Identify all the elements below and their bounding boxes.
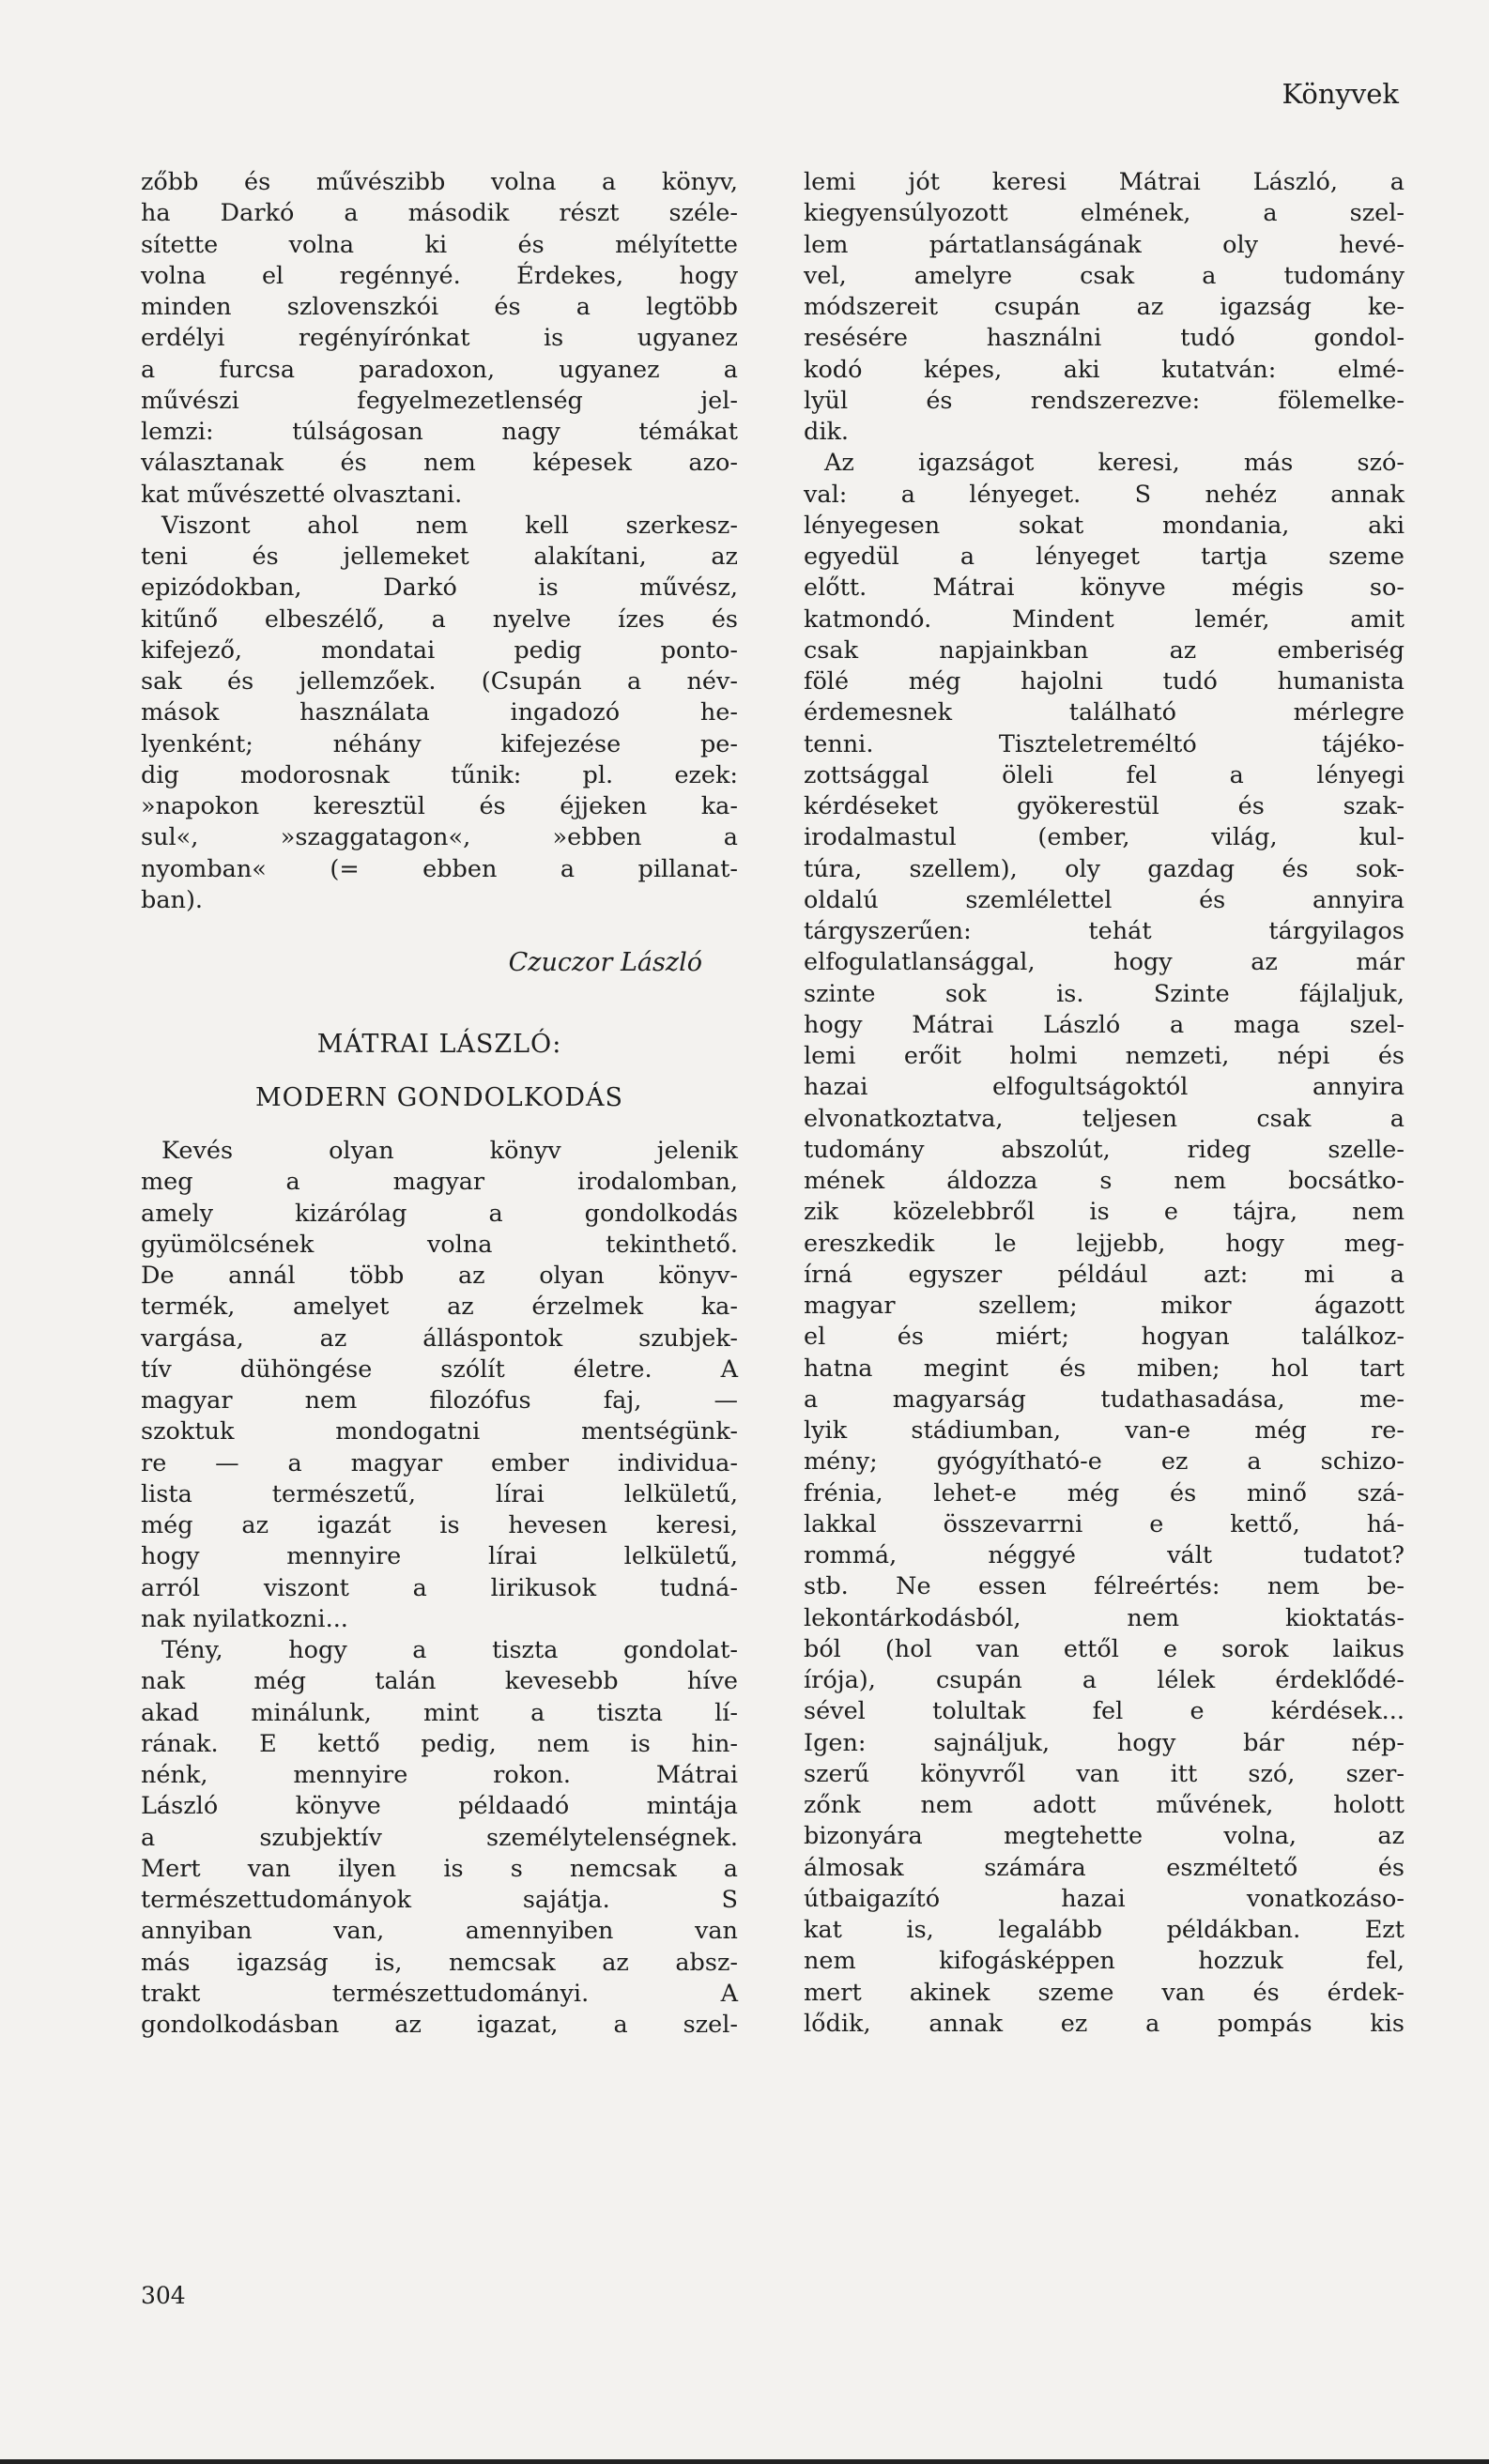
page-edge <box>0 2459 1489 2464</box>
text-line: választanak és nem képesek azo- <box>141 449 738 478</box>
text-line: Tény, hogy a tiszta gondolat- <box>161 1636 738 1664</box>
text-line: sítette volna ki és mélyítette <box>141 230 738 259</box>
text-line: kat művészetté olvasztani. <box>141 480 463 509</box>
text-line: álmosak számára eszméltető és <box>804 1853 1405 1882</box>
paragraph <box>141 511 738 916</box>
page-number: 304 <box>141 2282 186 2309</box>
text-line: arról viszont a lirikusok tudná- <box>141 1573 738 1602</box>
text-line: ban). <box>141 885 204 914</box>
text-line: zik közelebbről is e tájra, nem <box>804 1198 1405 1227</box>
text-line: ha Darkó a második részt széle- <box>141 199 738 228</box>
text-line: el és miért; hogyan találkoz- <box>804 1323 1405 1352</box>
text-line: csak napjainkban az emberiség <box>804 635 1405 665</box>
text-line: tudomány abszolút, rideg szelle- <box>804 1135 1405 1164</box>
text-line: módszereit csupán az igazság ke- <box>804 293 1405 321</box>
text-line: sak és jellemzőek. (Csupán a név- <box>141 667 738 696</box>
text-line: re — a magyar ember individua- <box>141 1448 738 1477</box>
text-line: nyomban« (= ebben a pillanat- <box>141 854 738 883</box>
text-line: minden szlovenszkói és a legtöbb <box>141 293 738 321</box>
text-line: bizonyára megtehette volna, az <box>804 1822 1405 1851</box>
text-line: kérdéseket gyökerestül és szak- <box>804 792 1405 820</box>
text-line: teni és jellemeket alakítani, az <box>141 543 738 571</box>
text-line: lemzi: túlságosan nagy témákat <box>141 418 738 446</box>
text-line: lakkal összevarrni e kettő, há- <box>804 1509 1405 1538</box>
text-line: nak még talán kevesebb híve <box>141 1667 738 1696</box>
text-line: írója), csupán a lélek érdeklődé- <box>804 1666 1405 1694</box>
text-line: lődik, annak ez a pompás kis <box>804 2009 1405 2038</box>
paragraph <box>804 448 1405 2040</box>
text-line: lemi erőit holmi nemzeti, népi és <box>804 1042 1405 1070</box>
text-line: a magyarság tudathasadása, me- <box>804 1385 1405 1414</box>
text-line: fölé még hajolni tudó humanista <box>804 667 1405 696</box>
text-line: amely kizárólag a gondolkodás <box>141 1199 738 1228</box>
text-line: lyik stádiumban, van-e még re- <box>804 1416 1405 1445</box>
text-line: Viszont ahol nem kell szerkesz- <box>161 511 738 540</box>
text-line: frénia, lehet-e még és minő szá- <box>804 1478 1405 1507</box>
text-line: lekontárkodásból, nem kioktatás- <box>804 1603 1405 1632</box>
text-line: annyiban van, amennyiben van <box>141 1917 738 1946</box>
text-line: De annál több az olyan könyv- <box>141 1262 738 1290</box>
text-line: szoktuk mondogatni mentségünk- <box>141 1417 738 1446</box>
review-darko-ending <box>141 167 738 916</box>
text-line: a szubjektív személytelenségnek. <box>141 1823 738 1852</box>
text-line: nem kifogásképpen hozzuk fel, <box>804 1947 1405 1976</box>
text-line: nénk, mennyire rokon. Mátrai <box>141 1761 738 1789</box>
text-line: kodó képes, aki kutatván: elmé- <box>804 355 1405 384</box>
review-title-book: MODERN GONDOLKODÁS <box>255 1083 623 1112</box>
text-line: szerű könyvről van itt szó, szer- <box>804 1759 1405 1788</box>
text-line: írná egyszer például azt: mi a <box>804 1260 1405 1289</box>
left-column <box>141 0 738 2159</box>
text-line: val: a lényeget. S nehéz annak <box>804 480 1405 509</box>
text-line: Az igazságot keresi, más szó- <box>824 449 1405 478</box>
text-line: kat is, legalább példákban. Ezt <box>804 1916 1405 1944</box>
text-line: dik. <box>804 418 850 446</box>
text-line: rának. E kettő pedig, nem is hin- <box>141 1729 738 1758</box>
text-line: lem pártatlanságának oly hevé- <box>804 230 1405 259</box>
text-line: lista természetű, lírai lelkületű, <box>141 1479 738 1508</box>
text-line: elvonatkoztatva, teljesen csak a <box>804 1104 1405 1133</box>
text-line: erdélyi regényírónkat is ugyanez <box>141 324 738 353</box>
text-line: hogy Mátrai László a maga szel- <box>804 1010 1405 1039</box>
text-line: magyar nem filozófus faj, — <box>141 1386 738 1415</box>
text-line: sével tolultak fel e kérdések... <box>804 1697 1405 1726</box>
text-line: egyedül a lényeget tartja szeme <box>804 543 1405 571</box>
text-line: sul«, »szaggatagon«, »ebben a <box>141 823 738 852</box>
running-head: Könyvek <box>1282 78 1399 110</box>
text-line: útbaigazító hazai vonatkozáso- <box>804 1884 1405 1913</box>
text-line: hatna megint és miben; hol tart <box>804 1354 1405 1383</box>
text-line: tív dühöngése szólít életre. A <box>141 1354 738 1384</box>
text-line: a furcsa paradoxon, ugyanez a <box>141 355 738 384</box>
text-line: kitűnő elbeszélő, a nyelve ízes és <box>141 605 738 634</box>
text-line: termék, amelyet az érzelmek ka- <box>141 1293 738 1322</box>
text-line: zőbb és művészibb volna a könyv, <box>141 168 738 196</box>
paragraph <box>804 167 1405 448</box>
paragraph <box>141 1635 738 2041</box>
text-line: mény; gyógyítható-e ez a schizo- <box>804 1447 1405 1477</box>
text-line: »napokon keresztül és éjjeken ka- <box>141 792 738 820</box>
review-title-author: MÁTRAI LÁSZLÓ: <box>316 1030 562 1059</box>
text-line: rommá, néggyé vált tudatot? <box>804 1541 1405 1569</box>
text-line: művészi fegyelmezetlenség jel- <box>141 386 738 415</box>
text-line: zőnk nem adott művének, holott <box>804 1791 1405 1819</box>
text-line: tenni. Tiszteletreméltó tájéko- <box>804 729 1405 758</box>
paragraph <box>141 1136 738 1635</box>
text-line: szinte sok is. Szinte fájlaljuk, <box>804 979 1405 1008</box>
text-line: László könyve példaadó mintája <box>141 1792 738 1821</box>
review-signature: Czuczor László <box>508 948 702 977</box>
text-line: volna el regénnyé. Érdekes, hogy <box>141 261 738 290</box>
text-line: zottsággal öleli fel a lényegi <box>804 760 1405 789</box>
text-line: mert akinek szeme van és érdek- <box>804 1978 1405 2007</box>
text-line: tárgyszerűen: tehát tárgyilagos <box>804 917 1405 945</box>
text-line: természettudományok sajátja. S <box>141 1886 738 1914</box>
text-line: irodalmastul (ember, világ, kul- <box>804 823 1405 852</box>
text-line: hogy mennyire lírai lelkületű, <box>141 1542 738 1571</box>
text-line: Igen: sajnáljuk, hogy bár nép- <box>804 1728 1405 1757</box>
text-line: Kevés olyan könyv jelenik <box>161 1137 738 1165</box>
text-line: gondolkodásban az igazat, a szel- <box>141 2011 738 2039</box>
text-line: lyül és rendszerezve: fölemelke- <box>804 386 1405 415</box>
text-line: kiegyensúlyozott elmének, a szel- <box>804 199 1405 228</box>
text-line: elfogulatlansággal, hogy az már <box>804 948 1405 977</box>
text-line: vel, amelyre csak a tudomány <box>804 261 1405 290</box>
text-line: lemi jót keresi Mátrai László, a <box>804 168 1405 196</box>
text-line: akad minálunk, mint a tiszta lí- <box>141 1698 738 1727</box>
text-line: hazai elfogultságoktól annyira <box>804 1073 1405 1102</box>
text-line: lényegesen sokat mondania, aki <box>804 511 1405 540</box>
text-line: gyümölcsének volna tekinthető. <box>141 1230 738 1259</box>
text-line: dig modorosnak tűnik: pl. ezek: <box>141 760 738 789</box>
text-line: vargása, az álláspontok szubjek- <box>141 1324 738 1353</box>
text-line: nak nyilatkozni... <box>141 1604 348 1633</box>
paragraph <box>141 167 738 511</box>
text-line: oldalú szemlélettel és annyira <box>804 885 1405 914</box>
text-line: előtt. Mátrai könyve mégis so- <box>804 574 1405 603</box>
text-line: resésére használni tudó gondol- <box>804 324 1405 353</box>
text-line: még az igazát is hevesen keresi, <box>141 1511 738 1539</box>
text-line: Mert van ilyen is s nemcsak a <box>141 1854 738 1883</box>
text-line: lyenként; néhány kifejezése pe- <box>141 729 738 758</box>
text-line: mének áldozza s nem bocsátko- <box>804 1167 1405 1195</box>
text-line: ból (hol van ettől e sorok laikus <box>804 1634 1405 1663</box>
text-line: katmondó. Mindent lemér, amit <box>804 605 1405 634</box>
right-column <box>804 167 1405 2040</box>
text-line: epizódokban, Darkó is művész, <box>141 574 738 603</box>
text-line: mások használata ingadozó he- <box>141 698 738 727</box>
text-line: stb. Ne essen félreértés: nem be- <box>804 1572 1405 1601</box>
text-line: más igazság is, nemcsak az absz- <box>141 1948 738 1977</box>
text-line: trakt természettudományi. A <box>141 1979 738 2008</box>
review-matrai-start <box>141 1136 738 2041</box>
text-line: kifejező, mondatai pedig ponto- <box>141 635 738 665</box>
text-line: magyar szellem; mikor ágazott <box>804 1292 1405 1320</box>
text-line: túra, szellem), oly gazdag és sok- <box>804 854 1405 883</box>
text-line: ereszkedik le lejjebb, hogy meg- <box>804 1229 1405 1258</box>
text-line: érdemesnek található mérlegre <box>804 698 1405 727</box>
text-line: meg a magyar irodalomban, <box>141 1168 738 1197</box>
